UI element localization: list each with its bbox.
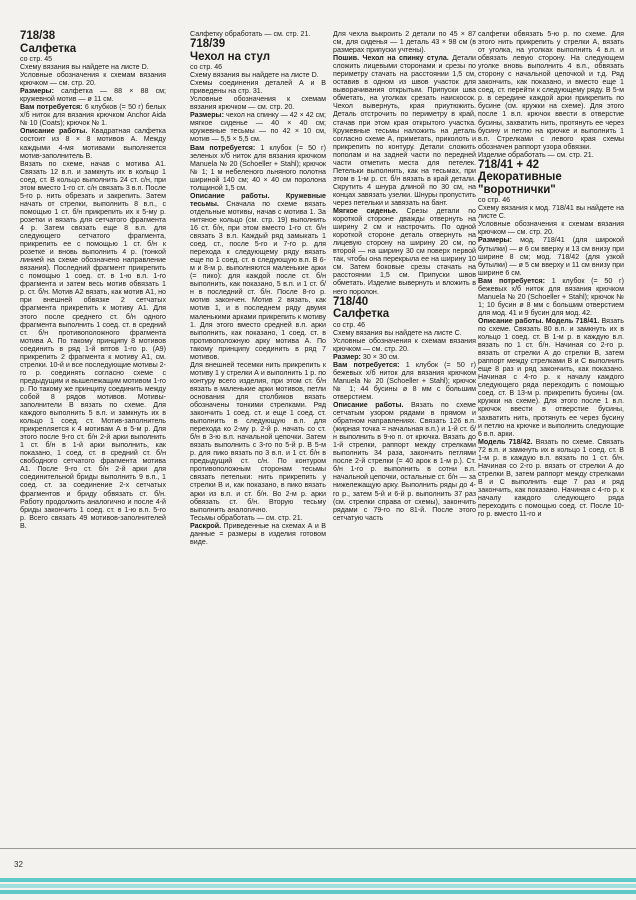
paragraph-text: Условные обозначения к схемам вязания крючком — см. стр. 20.	[190, 95, 326, 112]
paragraph	[333, 401, 476, 522]
paragraph-text: Схемы соединения деталей А и В приведены на стр. 31.	[190, 79, 326, 96]
paragraph	[190, 71, 326, 79]
paragraph-text: Условные обозначения к схемам вязания крючком — см. стр. 20.	[20, 71, 166, 88]
column-3	[333, 30, 476, 848]
paragraph-text: 30 × 30 см.	[360, 352, 400, 361]
decorative-stripes	[0, 876, 636, 900]
paragraph-text: Квадратная салфетка состоит из 8 × 8 мотивов А. Между каждыми 4-мя мотивами выполняется мотив-заполнитель В.	[20, 127, 166, 160]
paragraph-text: Для чехла выкроить 2 детали по 45 × 87 см, для сиденья — 1 деталь 43 × 98 см (в размерах припуски учтены).	[333, 30, 476, 55]
section-heading: 718/40	[333, 295, 369, 308]
paragraph	[478, 151, 624, 159]
paragraph-text: Для внешней тесемки нить прикрепить к мотиву 1 у стрелки А и выполнить 1 р. по контуру всего изделия, при этом ст. б/н вязать в маленькие арки мотивов, петли основания для столбиков вязать обозначены тонкими стрелками. Ряд закончить 1 соед. ст. и еще 1 соед. ст. выполнить в следующую в.п. для перехода ко 2-му р. 2-й р. начать со ст. б/н в 3-ю в.п. начальной цепочки. Затем вязать выполнить с 3-го по 5-й р. В 5-м р. для пико вязать по 3 в.п. и 1 ст. б/н в предыдущий ст. с/н. По контуром противоположным сторонам тесьмы связать петельки: нить прикрепить у стрелки В и, как показано, в пико вязать арки из в.п. и ст. б/н. Во 2-м р. арки обвязать ст. б/н. Вторую тесьму выполнить аналогично.	[190, 360, 326, 514]
paragraph-text: Схему вязания вы найдете на листе С.	[333, 328, 462, 337]
paragraph	[190, 95, 326, 111]
paragraph-text: Тесьмы обработать — см. стр. 21.	[190, 513, 303, 522]
paragraph-text: Схему вязания вы найдете на листе D.	[190, 71, 319, 80]
paragraph-text: Салфетку обработать — см. стр. 21.	[190, 30, 311, 38]
paragraph-lead: Раскрой.	[190, 521, 222, 530]
page-number: 32	[14, 860, 23, 869]
section-heading: Салфетка	[333, 308, 390, 321]
paragraph-lead: Описание работы.	[20, 127, 88, 136]
paragraph	[190, 79, 326, 95]
paragraph-lead: Описание работы. Модель 718/41.	[478, 316, 600, 325]
paragraph-text: 1 клубок (= 50 г) бежевых х/б ниток для вязания крючком Manuela № 20 (Schoeller + Stahl); крючок № 1; 10 бусин ø 8 мм с большим отверстием для мод. 41 и 9 бусин для мод. 42.	[478, 276, 624, 317]
paragraph-text: Условные обозначения к схемам вязания крючком — см. стр. 20.	[333, 336, 476, 353]
paragraph	[478, 196, 624, 204]
paragraph-text: Изделие обработать — см. стр. 21.	[478, 150, 594, 159]
paragraph	[333, 54, 476, 207]
paragraph-text: со стр. 46	[333, 320, 366, 329]
paragraph-lead: Модель 718/42.	[478, 437, 533, 446]
paragraph	[333, 321, 476, 329]
paragraph	[20, 103, 166, 127]
paragraph-text: Детали сложить лицевыми сторонами и срезы по периметру стачать на расстоянии 1,5 см, оставив в одном из швов участок для выворачивания открытым. Припуски шва обметать, на уголках срезать наискосок. Чехол вывернуть, края приутюжить. Деталь отстрочить по периметру в край, стачав при этом края открытого участка. Кружевные тесьмы наложить на деталь согласно схеме А, приметать, приколоть и прикрепить по контуру. Детали сложить пополам и на задней части по передней части отметить места для петелек. Петельки выполнить, как на тесьмах, при этом в 1-м р. ст. б/н вязать в край детали. Скрутить 4 шнура длиной по 30 см, на концах завязать узелки. Шнуры пропустить через петельки и завязать на бант.	[333, 54, 476, 207]
paragraph	[20, 127, 166, 159]
paragraph-lead: Размеры:	[20, 87, 54, 96]
paragraph	[333, 329, 476, 337]
paragraph-text: Схему вязания вы найдете на листе D.	[20, 63, 149, 72]
section-heading: 718/38	[20, 30, 56, 42]
paragraph-text: 1 клубок (= 50 г) зеленых х/б ниток для вязания крючком Manuela № 20 (Schoeller + Stahl); крючок № 1; 1 м небеленого льняного полотна шириной 140 см; 40 × 40 см поролона толщиной 1,5 см.	[190, 143, 326, 192]
paragraph-lead: Размеры:	[478, 236, 512, 245]
paragraph	[478, 220, 624, 236]
paragraph-text: салфетки обвязать 5-ю р. по схеме. Для этого нить прикрепить у стрелки А, вязать от уголка, на уголках выполнить 4 в.п. и обвязать левую сторону. На следующем уголке вновь выполнить 4 в.п., обвязать сторону с начальной цепочкой и т.д. Ряд закончить, как показано, и вместо еще 1 соед. ст. перейти к следующему ряду. В 5-м р. в середине каждой арки прикрепить по бусине (см. кружки на схеме). Для этого после 1 в.п. крючок ввести в отверстие бусины, захватить нить, протянуть ее через бусину и петлю на крючке и выполнить 1 в.п. Стрелками с левого края схемы обозначен раппорт узора обвязки.	[478, 30, 624, 151]
paragraph-text: со стр. 45	[20, 55, 53, 63]
paragraph-text: Условные обозначения к схемам вязания крючком — см. стр. 20.	[478, 220, 624, 237]
paragraph	[20, 87, 166, 103]
paragraph-text: со стр. 46	[190, 63, 223, 72]
column-4	[478, 30, 624, 848]
paragraph	[190, 361, 326, 514]
paragraph	[190, 30, 326, 38]
paragraph	[333, 30, 476, 54]
paragraph-lead: Размер:	[333, 352, 361, 361]
paragraph-lead: Описание работы.	[333, 401, 404, 410]
section-heading: 718/41 + 42	[478, 158, 540, 171]
paragraph-lead: Пошив. Чехол на спинку стула.	[333, 54, 449, 63]
section-heading: Чехол на стул	[190, 50, 271, 63]
paragraph	[333, 361, 476, 401]
paragraph	[333, 353, 476, 361]
paragraph-lead: Мягкое сиденье.	[333, 207, 398, 216]
paragraph-text: Вязать по схеме сетчатым узором рядами в прямом и обратном направлениях. Связать 126 в.п. (жирная точка = начальная в.п.) и 1-й ст. б/н выполнить в 9-ю п. от крючка. Вязать до 1-й стрелки, раппорт между стрелками выполнить 34 раза, закончить петлями после 2-й стрелки (= 40 арок в 1-м р.). Ст. б/н 1-го р. выполнить в сотни в.п. начальной цепочки, остальные ст. б/н — за нижележащую арку. Выполнить ряды до 4-го р., затем 5-й и 6-й р. выполнить 37 раз (см. стрелки справа от схемы), закончить рядами с 79-го по 81-й. После этого сетчатую часть	[333, 401, 476, 522]
paragraph-text: Вязать по схеме. Связать 80 в.п. и замкнуть их в кольцо 1 соед. ст. В 1-м р. в каждую в.п. вязать по 1 ст. б/н. Начиная со 2-го р. вязать от стрелки А до стрелки В, затем раппорт между стрелками В и С выполнить еще 8 раз и ряд закончить, как показано. Начиная с 4-го р. к началу каждого следующего ряда переходить с помощью соед. ст. В 13-м р. прикрепить бусины (см. кружки на схеме). Для этого после 1 в.п. крючок ввести в отверстие бусины, захватить нить, протянуть ее через бусину и петлю на крючке и выполнить следующие 6 в.п. арки.	[478, 316, 624, 438]
paragraph-text: чехол на спинку — 42 × 42 см; мягкое сиденье — 40 × 40 см; кружевные тесьмы — по 42 × 10 см, мотив — 5,5 × 5,5 см.	[190, 111, 326, 144]
paragraph	[20, 71, 166, 87]
paragraph-text: Вязать по схеме, начав с мотива А1. Связать 12 в.п. и замкнуть их в кольцо 1 соед. ст. В кольцо выполнить 24 ст. с/н, при этом вместо 1-го ст. с/н связать 3 в.п. После 5-го р. нить обрезать и закрепить. Затем начать от стрелки, выполнить 8 в.п., с помощью 1 ст. б/н прикрепить их к 5-му р. розетки и вязать для сетчатого фрагмента 4 р. Затем связать еще 8 в.п. для следующего сетчатого фрагмента, прикрепить ее с помощью 1 ст. б/н к розетке и вновь выполнить 4 р. (тонкой линией на схеме обозначено направление вязания). Последний фрагмент прикрепить с помощью 1 соед. ст. в 1-ю в.п. 1-го фрагмента и затем весь мотив обвязать 1 р. ст. б/н. Мотив А2 вязать, как мотив А1, но при внешней обвязке 2 сетчатых фрагмента прикрепить к мотиву А1. Для этого после среднего ст. б/н одного фрагмента выполнить 1 соед. ст. в средний ст. б/н противоположного фрагмента мотива А. По такому принципу 8 мотивов соединить в ряд 1-й вптов 1-го р. (А9) прикрепить 2 фрагмента к мотиву А1, см. стрелки. 10-й и все последующие мотивы 2-го р. соединять согласно схеме с предыдущим и вышележащим мотивом 1-го р. По такому же принципу соединить между собой 8 рядов мотивов. Мотивы-заполнители В вязать по схеме. Для каждого выполнить 5 в.п. и замкнуть их в кольцо 1 соед. ст. Мотив-заполнитель прикрепляется к 4 мотивам А в 5-м р. Для этого после 9-го ст. б/н 2-й арки выполнить 1 ст. б/н в 1-й арки выполнить, как показано, 1 соед. ст. в средний ст. б/н свободного сетчатого фрагмента мотива А1. После 9-го ст. б/н 2-й арки для соединительной бриды выполнить 9 в.п., 1 соед. ст. за соединение 2-х сетчатых фрагментов и бриду обвязать ст. б/н. Работу продолжить аналогично и после 4-й бриды закончить 1 соед. ст. в 1-ю в.п. 5-го р. Всего связать 49 мотивов-заполнителей В.	[20, 159, 166, 530]
paragraph-lead: Вам потребуется:	[478, 276, 545, 285]
paragraph-lead: Описание работы. Кружевные тесьмы.	[190, 191, 326, 208]
section-heading: 718/39	[190, 38, 226, 51]
paragraph	[478, 236, 624, 276]
paragraph	[190, 514, 326, 522]
column-2	[190, 30, 326, 848]
paragraph-text: салфетка — 88 × 88 см; кружевной мотив — ø 11 см.	[20, 87, 166, 104]
paragraph	[333, 337, 476, 353]
paragraph-text: Схему вязания к мод. 718/41 вы найдете на листе С.	[478, 204, 624, 221]
paragraph-text: 1 клубок (= 50 г) бежевых х/б ниток для вязания крючком Manuela № 20 (Schoeller + Stahl); крючок № 1; 44 бусины ø 8 мм с большим отверстием.	[333, 360, 476, 401]
paragraph-text: 6 клубков (= 50 г) белых х/б ниток для вязания крючком Anchor Aida № 10 (Coats); крючок № 1.	[20, 103, 166, 128]
paragraph-text: Вязать по схеме. Связать 72 в.п. и замкнуть их в кольцо 1 соед. ст. В 1-м р. в каждую в.п. вязать по 1 ст. б/н. Начиная со 2-го р. вязать от стрелки А до стрелки В, затем раппорт между стрелками В и С выполнить еще 7 раз и ряд закончить, как показано. Начиная с 4-го р. к началу каждого следующего ряда переходить с помощью соед. ст. После 10-го р. вместо 11-го и	[478, 437, 624, 519]
paragraph-text: со стр. 46	[478, 196, 511, 205]
section-heading: Декоративные "воротнички"	[478, 171, 562, 196]
paragraph-text: мод. 718/41 (для широкой бутылки) — ø 6 см вверху и 13 см внизу при ширине 8 см; мод. 718/42 (для узкой бутылки) — ø 5 см вверху и 11 см внизу при ширине 6 см.	[478, 236, 624, 277]
paragraph-lead: Вам потребуется:	[190, 143, 256, 152]
paragraph-lead: Размеры:	[190, 111, 224, 120]
paragraph-text: Срезы детали по короткой стороне дважды отвернуть на ширину 2 см и настрочить. По одной короткой стороне деталь отвернуть на лицевую сторону на ширину 20 см, по второй — на ширину 30 см поверх первой так, чтобы она перекрыла ее на ширину 10 см. Затем боковые срезы стачать на расстоянии 1,5 см. Припуски швов обметать. Изделие вывернуть и вложить в него поролон.	[333, 207, 476, 296]
paragraph	[190, 144, 326, 192]
paragraph	[20, 160, 166, 530]
paragraph	[478, 204, 624, 220]
paragraph	[190, 111, 326, 143]
paragraph	[333, 207, 476, 296]
column-1	[20, 30, 166, 848]
paragraph	[478, 30, 624, 151]
paragraph	[20, 55, 166, 63]
paragraph-text: Приведенные на схемах А и В данные = размеры в изделия готовом виде.	[190, 521, 326, 546]
paragraph	[190, 522, 326, 546]
bottom-rule	[0, 848, 636, 849]
paragraph-text: Сначала по схеме вязать отдельные мотивы, начав с мотива 1. За нитяное кольцо (см. стр. 19) выполнить 16 ст. б/н, при этом вместо 1-го ст. б/н связать 3 в.п. Каждый ряд замыкать 1 соед. ст., после 5-го и 7-го р. для перехода к следующему ряду вязать еще по 1 соед. ст. в следующую в.п. В 6-м и 8-м р. выполняются маленькие арки (= пико): для каждой после ст. б/н выполнить, как показано, 5 в.п. и 1 ст. б/н в последний ст. б/н. После 8-го р. мотив закончен. Мотив 2 вязать, как мотив 1, и в последнем ряду двумя маленькими арками прикрепить к мотиву 1. Для этого вместо средней в.п. арки выполнить, как показано, 1 соед. ст. в противоположную арку мотива А. По такому принципу соединить в ряд 7 мотивов.	[190, 199, 326, 361]
section-heading: Салфетка	[20, 42, 77, 55]
paragraph-lead: Вам потребуется:	[20, 103, 83, 112]
paragraph	[190, 63, 326, 71]
paragraph	[190, 192, 326, 361]
paragraph	[478, 277, 624, 317]
paragraph	[20, 63, 166, 71]
paragraph-lead: Вам потребуется:	[333, 360, 400, 369]
paragraph	[478, 317, 624, 438]
paragraph	[478, 438, 624, 518]
